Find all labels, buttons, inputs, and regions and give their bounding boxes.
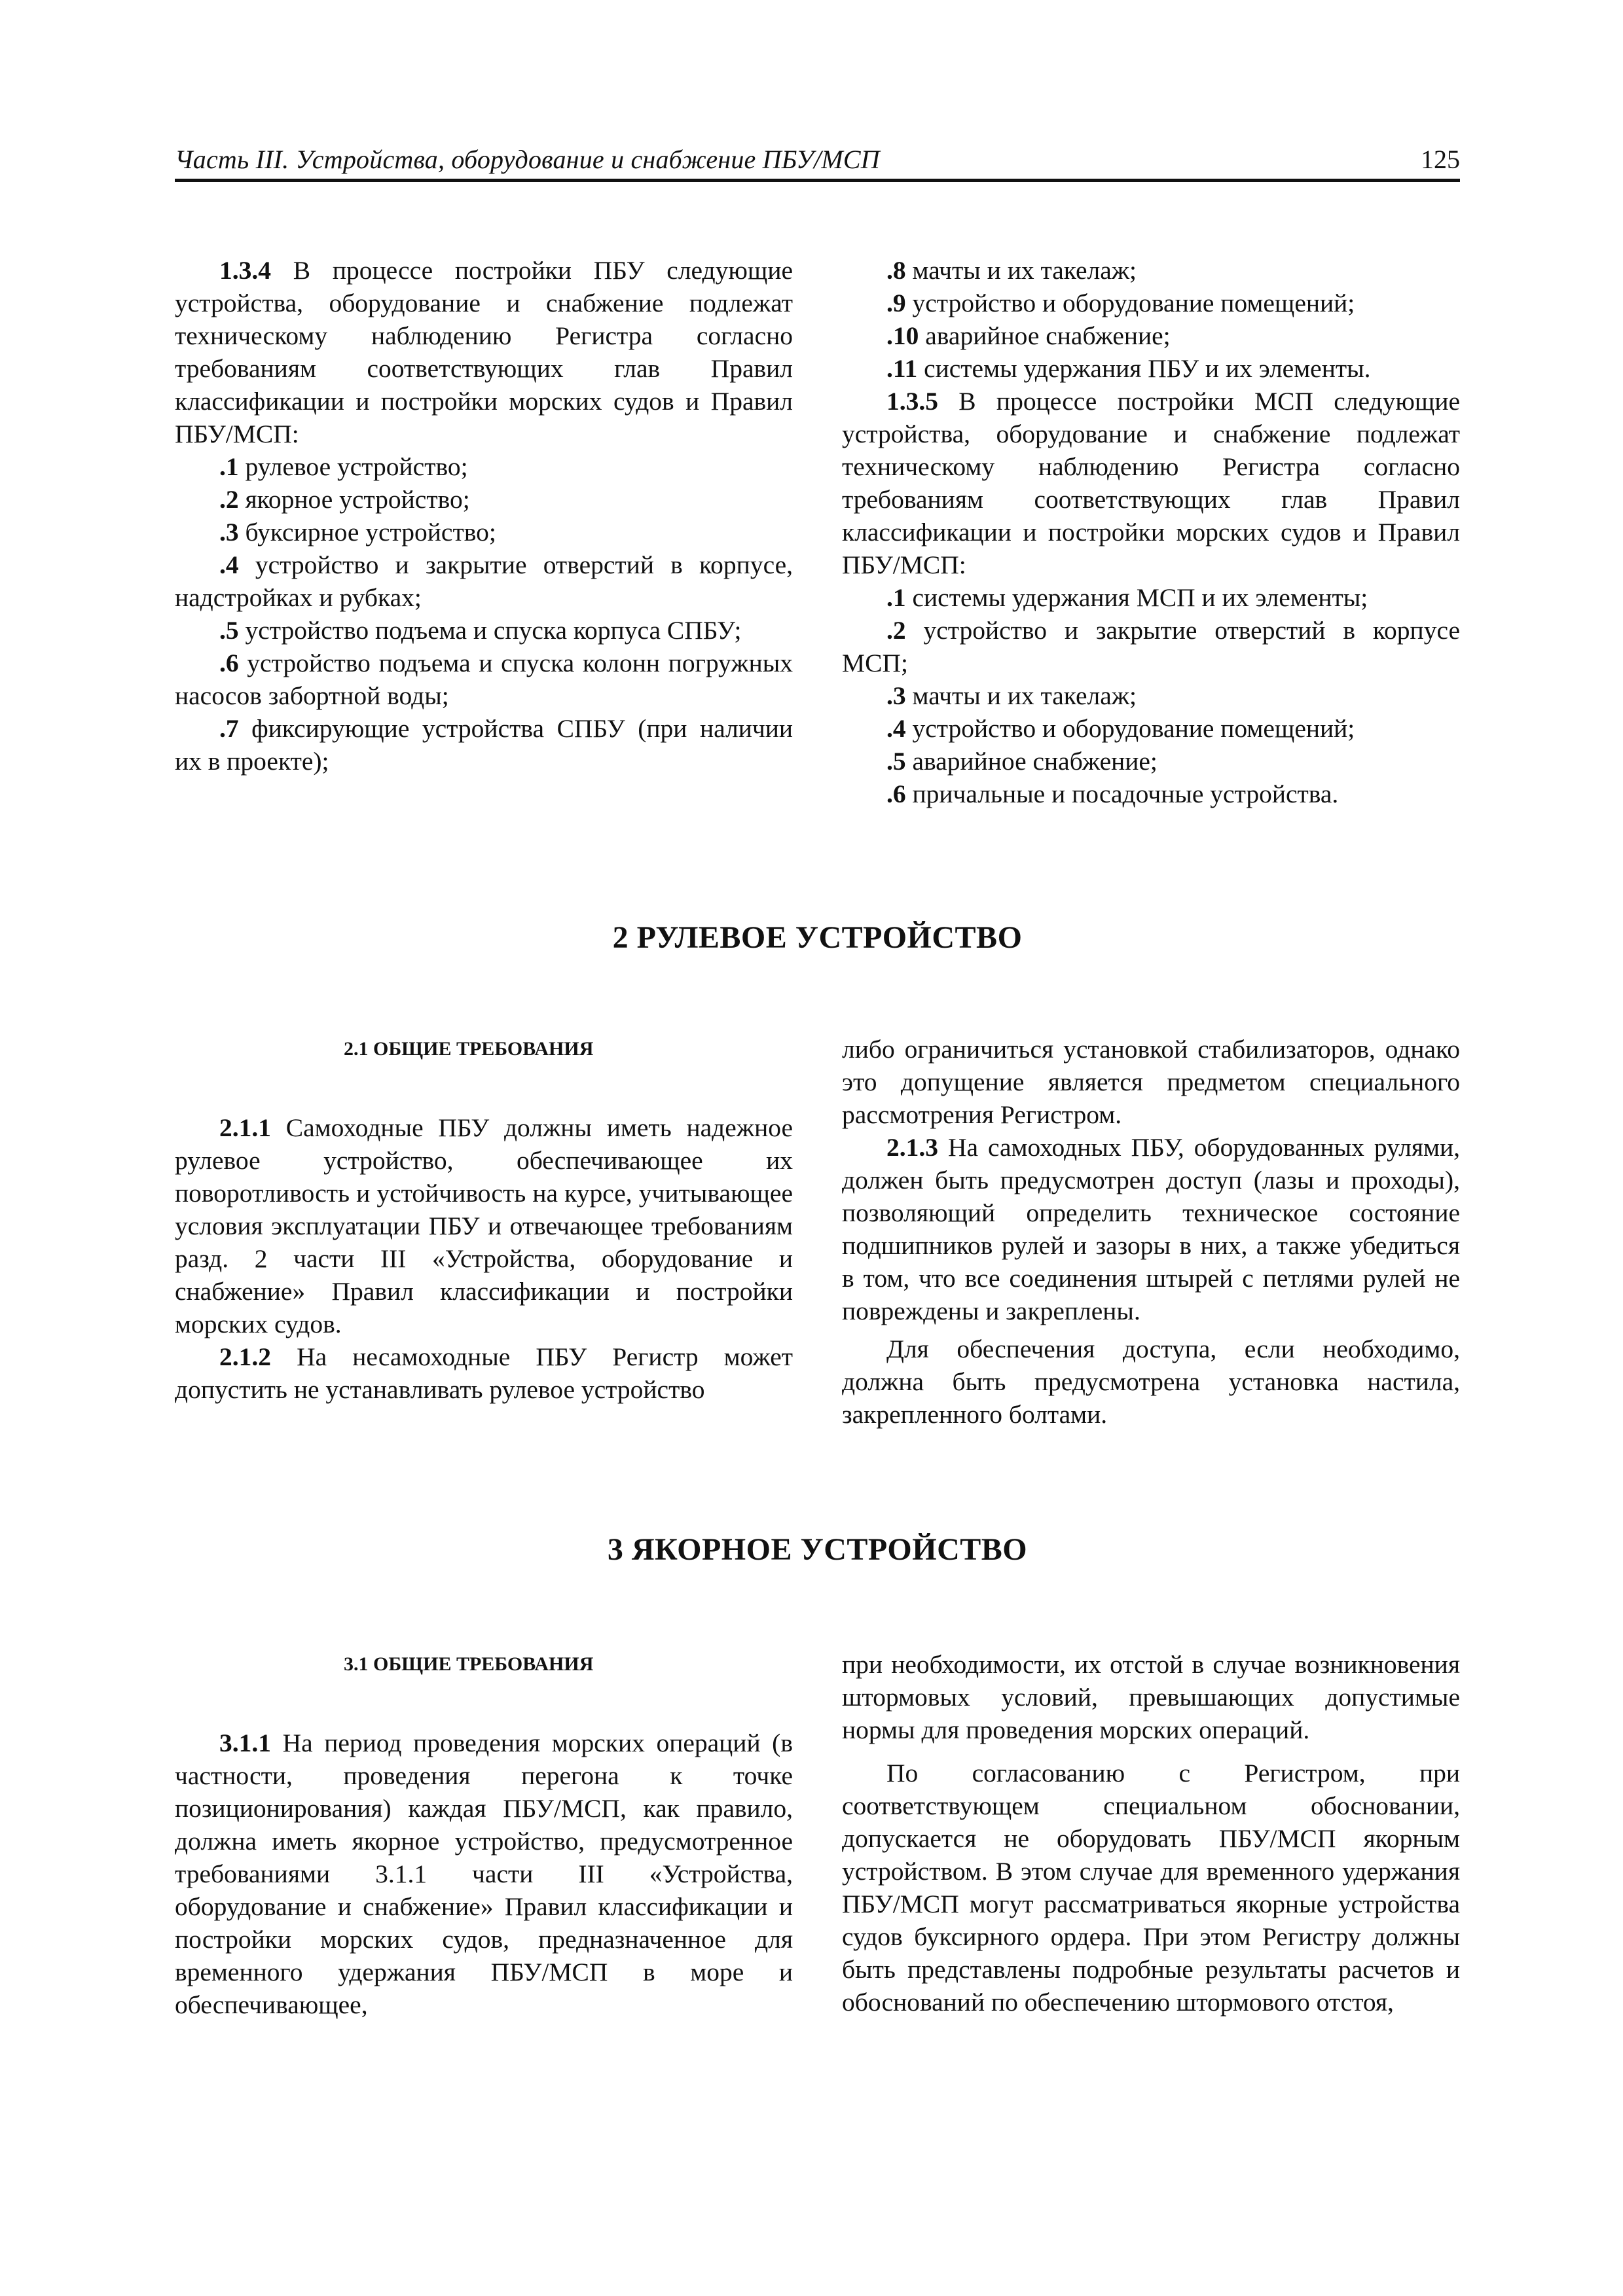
list-item: .6 причальные и посадочные устройства. [886, 780, 1339, 808]
paragraph-2-1-2-continued: либо ограничиться установкой стабилизаторов, однако это допущение является предметом специального рассмотрения Регистром. [842, 1035, 1460, 1129]
section-2-subtitle: 2.1 ОБЩИЕ ТРЕБОВАНИЯ [344, 1038, 594, 1060]
list-item: .7 фиксирующие устройства СПБУ (при наличии их в проекте); [175, 714, 793, 776]
list-item: .4 устройство и оборудование помещений; [886, 714, 1355, 743]
running-title: Часть III. Устройства, оборудование и снабжение ПБУ/МСП [175, 145, 880, 174]
list-item: .6 устройство подъема и спуска колонн погружных насосов забортной воды; [175, 649, 793, 710]
paragraph-3-1-1: 3.1.1 На период проведения морских операций (в частности, проведения перегона к точке позиционирования) каждая ПБУ/МСП, как правило, должна иметь якорное устройство, предусмотренное требованиями 3.1.1 части III «Устройства, оборудование и снабжение» Правил классификации и постройки морских судов, предназначенное для временного удержания ПБУ/МСП в море и обеспечивающее, [175, 1729, 793, 2019]
section3-left-column [175, 1648, 793, 2021]
paragraph-3-1-2: По согласованию с Регистром, при соответствующем специальном обосновании, допускается не оборудовать ПБУ/МСП якорным устройством. В этом случае для временного удержания ПБУ/МСП могут рассматриваться якорные устройства судов буксирного ордера. При этом Регистру должны быть представлены подробные результаты расчетов и обоснований по обеспечению штормового отстоя, [842, 1759, 1460, 2017]
paragraph-1-3-5: 1.3.5 В процессе постройки МСП следующие устройства, оборудование и снабжение подлежат техническому наблюдению Регистра согласно требованиям соответствующих глав Правил классификации и постройки морских судов и Правил ПБУ/МСП: [842, 387, 1460, 579]
list-item: .1 рулевое устройство; [219, 452, 468, 481]
section2-left-column [175, 1033, 793, 1406]
page-number: 125 [1421, 145, 1460, 174]
list-item: .3 буксирное устройство; [219, 518, 496, 547]
list-item: .2 устройство и закрытие отверстий в корпусе МСП; [842, 616, 1460, 677]
list-item: .9 устройство и оборудование помещений; [886, 289, 1355, 317]
section-3-title: 3 ЯКОРНОЕ УСТРОЙСТВО [607, 1532, 1028, 1567]
list-item: .10 аварийное снабжение; [886, 321, 1171, 350]
list-item: .2 якорное устройство; [219, 485, 470, 514]
block1-right-column [842, 254, 1460, 810]
list-item: .1 системы удержания МСП и их элементы; [886, 583, 1368, 612]
paragraph-2-1-2: 2.1.2 На несамоходные ПБУ Регистр может допустить не устанавливать рулевое устройство [175, 1342, 793, 1404]
paragraph-access: Для обеспечения доступа, если необходимо, должна быть предусмотрена установка настила, закрепленного болтами. [842, 1335, 1460, 1429]
list-item: .4 устройство и закрытие отверстий в корпусе, надстройках и рубках; [175, 550, 793, 612]
list-item: .5 аварийное снабжение; [886, 747, 1158, 776]
paragraph-2-1-1: 2.1.1 Самоходные ПБУ должны иметь надежное рулевое устройство, обеспечивающее их поворотливость и устойчивость на курсе, учитывающее условия эксплуатации ПБУ и отвечающее требованиям разд. 2 части III «Устройства, оборудование и снабжение» Правил классификации и постройки морских судов. [175, 1113, 793, 1338]
section2-right-column [842, 1033, 1460, 1431]
list-item: .5 устройство подъема и спуска корпуса СПБУ; [219, 616, 742, 645]
section-2-title: 2 РУЛЕВОЕ УСТРОЙСТВО [612, 920, 1023, 955]
paragraph-3-1-1-continued: при необходимости, их отстой в случае возникновения штормовых условий, превышающих допустимые нормы для проведения морских операций. [842, 1650, 1460, 1744]
section-3-subtitle: 3.1 ОБЩИЕ ТРЕБОВАНИЯ [344, 1653, 594, 1675]
paragraph-1-3-4: 1.3.4 В процессе постройки ПБУ следующие устройства, оборудование и снабжение подлежат техническому наблюдению Регистра согласно требованиям соответствующих глав Правил классификации и постройки морских судов и Правил ПБУ/МСП: [175, 256, 793, 448]
paragraph-2-1-3: 2.1.3 На самоходных ПБУ, оборудованных рулями, должен быть предусмотрен доступ (лазы и проходы), позволяющий определить техническое состояние подшипников рулей и зазоры в них, а также убедиться в том, что все соединения штырей с петлями рулей не повреждены и закреплены. [842, 1133, 1460, 1325]
list-item: .8 мачты и их такелаж; [886, 256, 1137, 285]
section3-right-column [842, 1648, 1460, 2018]
page-header [175, 141, 1460, 182]
list-item: .3 мачты и их такелаж; [886, 681, 1137, 710]
block1-left-column [175, 254, 793, 778]
list-item: .11 системы удержания ПБУ и их элементы. [886, 354, 1371, 383]
